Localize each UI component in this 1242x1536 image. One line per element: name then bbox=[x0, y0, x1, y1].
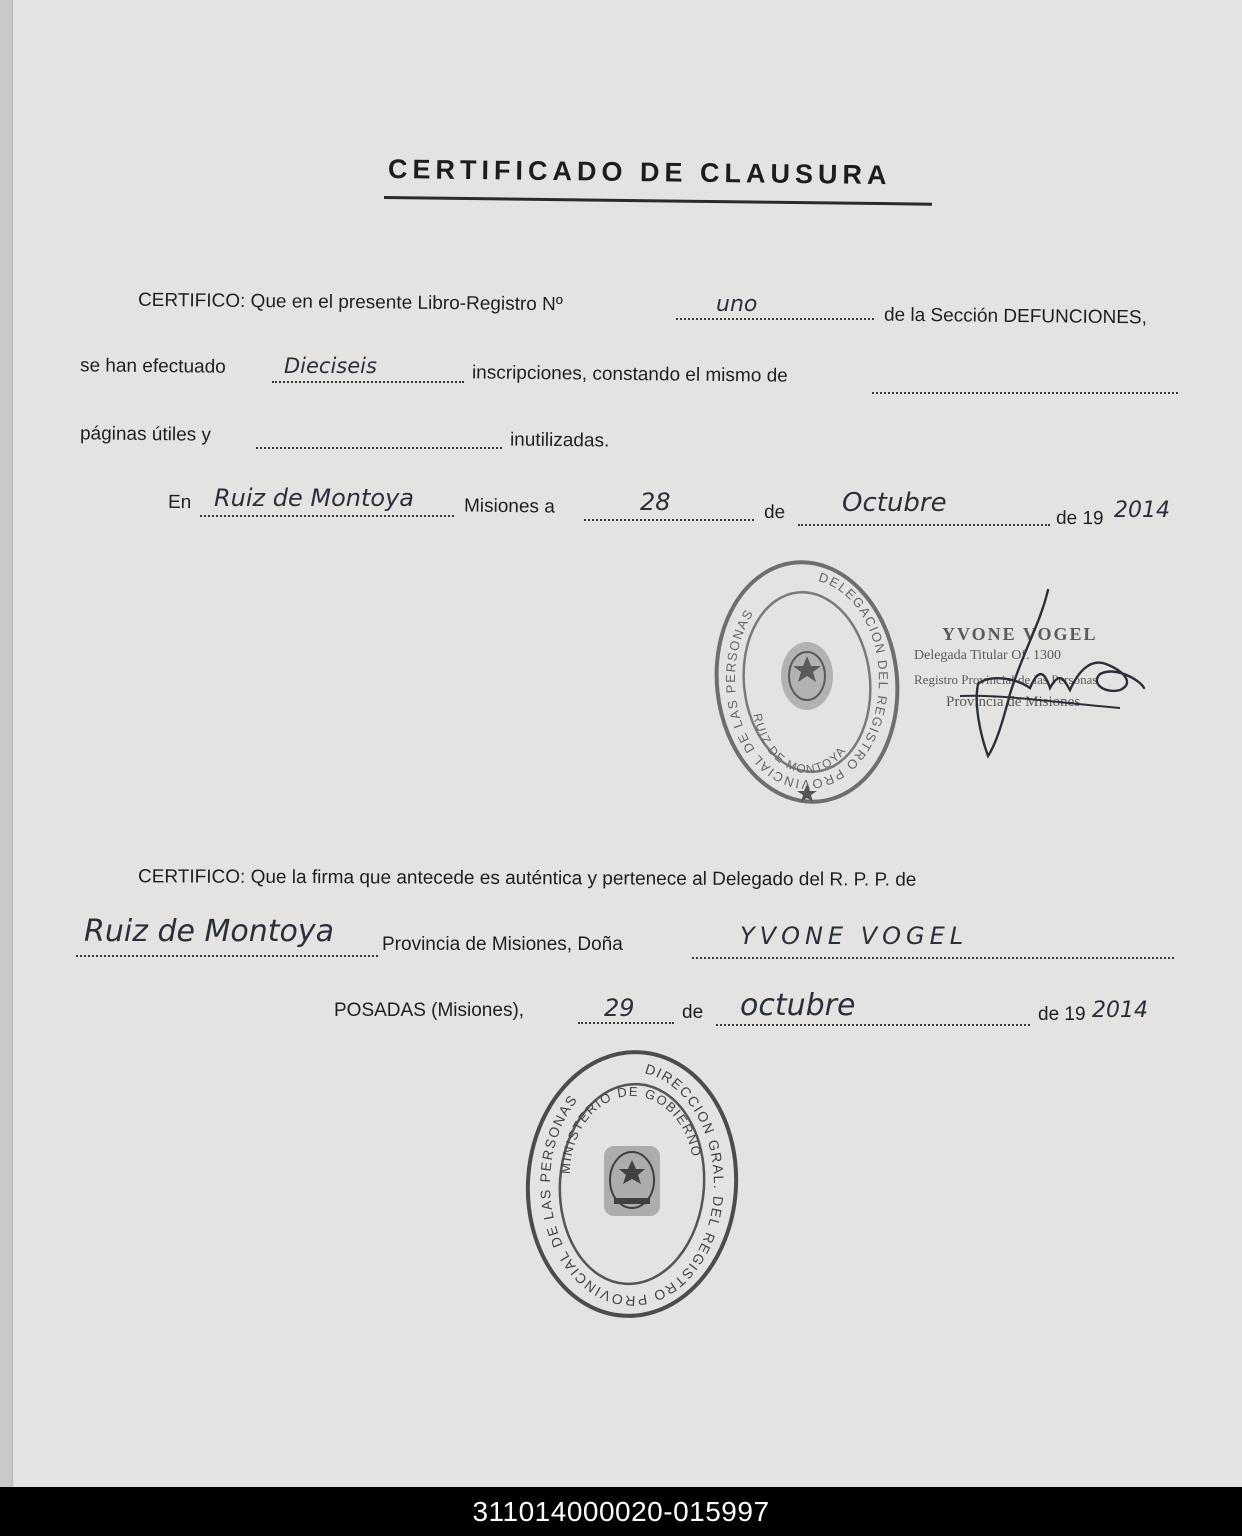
cert1-line3-tail: inutilizadas. bbox=[509, 429, 610, 452]
month-handwritten: Octubre bbox=[842, 488, 947, 518]
cert1-line1-tail: de la Sección DEFUNCIONES, bbox=[883, 304, 1148, 329]
cert2-de-year: de 19 bbox=[1038, 1004, 1086, 1025]
place-blank bbox=[200, 515, 454, 517]
delegacion-seal bbox=[712, 558, 902, 808]
inscripciones-blank bbox=[272, 381, 464, 383]
place-handwritten: Ruiz de Montoya bbox=[214, 484, 415, 512]
seal1-ring-text: DELEGACION DEL REGISTRO PROVINCIAL DE LAS PERSONAS bbox=[722, 569, 892, 793]
cert1-de1: de bbox=[763, 501, 786, 524]
cert2-month-blank bbox=[716, 1024, 1030, 1026]
signer-office: Registro Provincial de las Personas bbox=[914, 672, 1098, 687]
document-title: CERTIFICADO DE CLAUSURA bbox=[387, 154, 892, 191]
direccion-general-seal bbox=[522, 1046, 742, 1326]
cert2-month-handwritten: octubre bbox=[740, 988, 856, 1023]
inutilizadas-blank bbox=[256, 447, 502, 449]
cert1-line2-lead: se han efectuado bbox=[79, 355, 226, 378]
signature-1 bbox=[930, 584, 1160, 764]
cert2-line1: CERTIFICO: Que la firma que antecede es auténtica y pertenece al Delegado del R. P. P. de bbox=[137, 866, 917, 891]
cert1-line2-tail: inscripciones, constando el mismo de bbox=[471, 362, 788, 387]
cert2-year-handwritten: 2014 bbox=[1092, 998, 1148, 1023]
day-handwritten: 28 bbox=[640, 488, 671, 516]
cert1-place-lead: En bbox=[167, 491, 192, 514]
cert2-day-handwritten: 29 bbox=[604, 994, 635, 1022]
cert2-city-lead: POSADAS (Misiones), bbox=[334, 1000, 525, 1021]
coat-of-arms-icon bbox=[604, 1146, 660, 1216]
inscripciones-handwritten: Dieciseis bbox=[284, 354, 377, 378]
seal1-inner-text: RUIZ DE MONTOYA bbox=[750, 711, 849, 777]
paginas-blank bbox=[872, 392, 1178, 394]
cert1-line1-lead: CERTIFICO: Que en el presente Libro-Registro Nº bbox=[137, 289, 563, 316]
signer-name: YVONE VOGEL bbox=[942, 624, 1098, 644]
cert2-place-handwritten: Ruiz de Montoya bbox=[84, 914, 335, 949]
month-blank bbox=[798, 524, 1050, 526]
page-edge bbox=[0, 0, 13, 1487]
year-handwritten: 2014 bbox=[1114, 498, 1170, 523]
signer-role: Delegada Titular Of. 1300 bbox=[914, 648, 1061, 663]
cert1-de-year: de 19 bbox=[1055, 507, 1104, 530]
coat-of-arms-icon bbox=[781, 642, 833, 710]
seal2-inner-text: MINISTERIO DE GOBIERNO bbox=[557, 1083, 705, 1175]
cert2-de1: de bbox=[682, 1002, 704, 1023]
cert2-line2-mid: Provincia de Misiones, Doña bbox=[382, 934, 623, 955]
cert1-place-mid: Misiones a bbox=[463, 495, 555, 518]
seal2-ring-text: DIRECCION GRAL. DEL REGISTRO PROVINCIAL DE LAS PERSONAS bbox=[536, 1060, 728, 1310]
day-blank bbox=[584, 519, 754, 521]
cert1-line3-lead: páginas útiles y bbox=[79, 423, 212, 446]
cert2-person-blank bbox=[692, 957, 1174, 959]
cert2-place-blank bbox=[76, 955, 378, 957]
document-code: 311014000020-015997 bbox=[472, 1496, 770, 1527]
libro-numero-blank bbox=[676, 318, 874, 320]
signer-province: Provincia de Misiones bbox=[946, 694, 1081, 710]
cert2-day-blank bbox=[578, 1022, 674, 1024]
libro-numero-handwritten: uno bbox=[716, 292, 758, 317]
cert2-person-handwritten: YVONE VOGEL bbox=[740, 922, 969, 950]
